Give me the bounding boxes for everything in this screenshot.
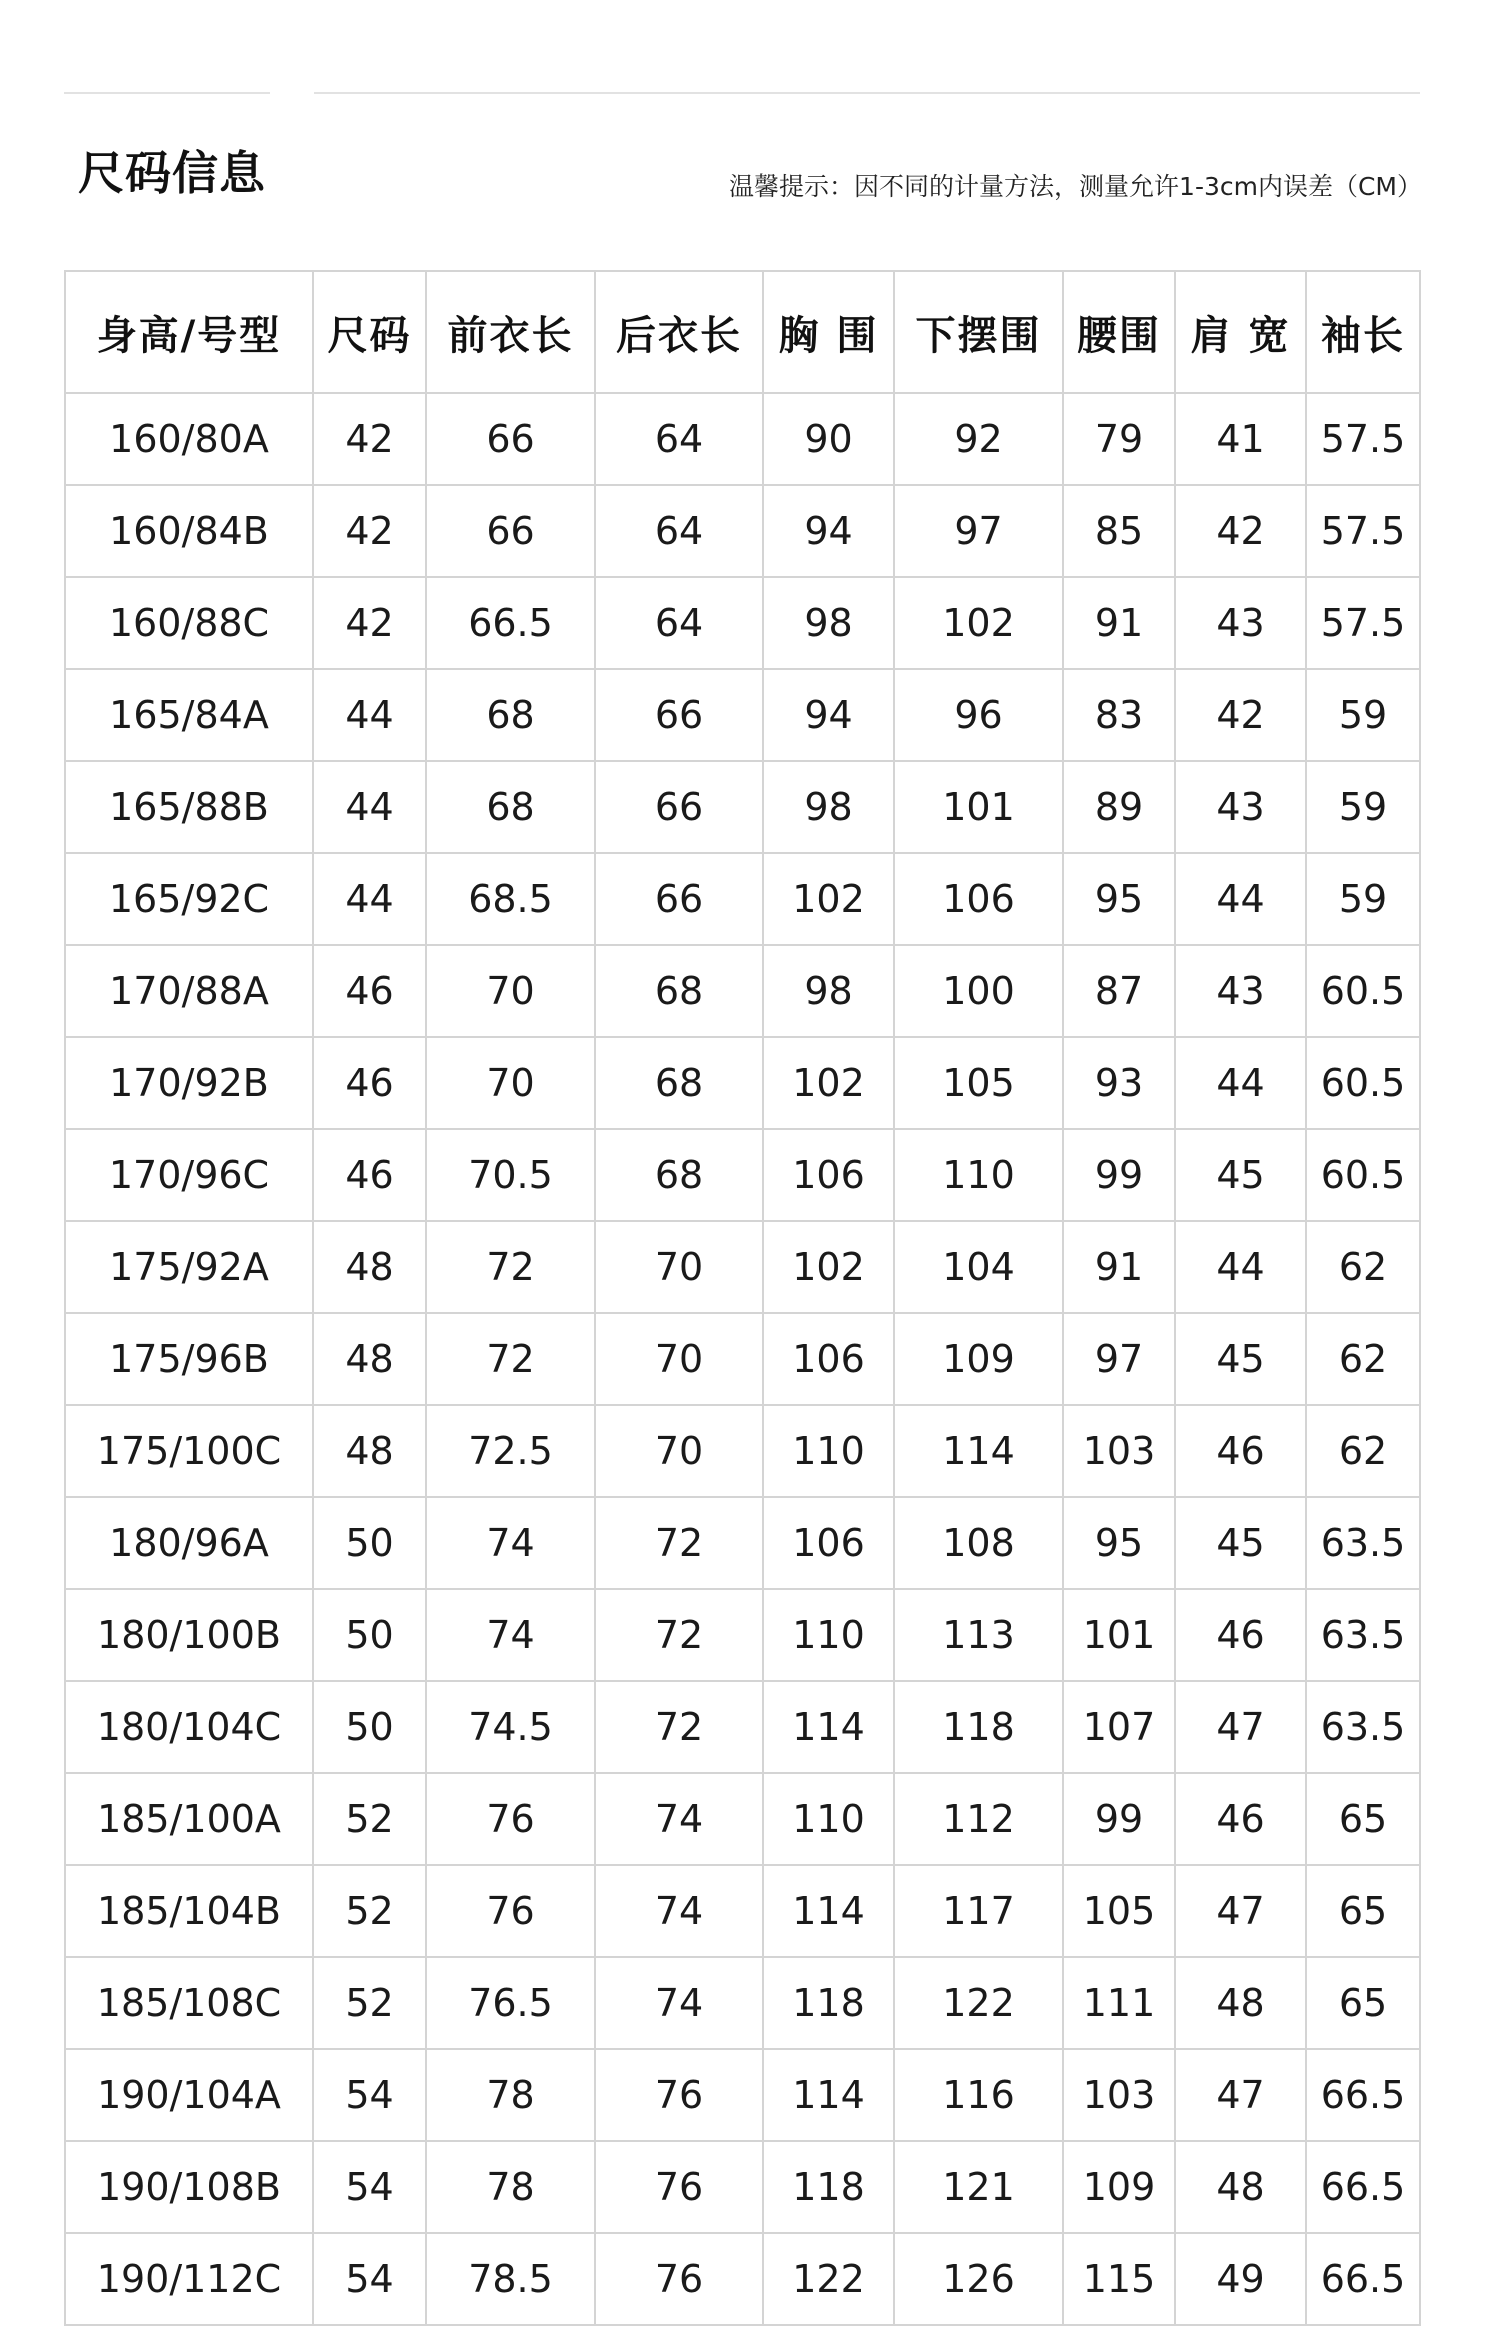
table-cell-chest: 110	[763, 1589, 894, 1681]
table-cell-shoulder: 43	[1175, 945, 1306, 1037]
table-cell-chest: 102	[763, 1221, 894, 1313]
table-cell-hem: 110	[894, 1129, 1063, 1221]
table-row	[65, 2233, 1420, 2325]
table-cell-height-type: 185/100A	[65, 1773, 313, 1865]
column-header-chest: 胸 围	[763, 271, 894, 393]
table-cell-sleeve: 60.5	[1306, 1037, 1420, 1129]
table-cell-height-type: 180/100B	[65, 1589, 313, 1681]
table-cell-waist: 85	[1063, 485, 1175, 577]
table-cell-back-length: 72	[595, 1589, 763, 1681]
table-cell-sleeve: 63.5	[1306, 1681, 1420, 1773]
table-cell-sleeve: 65	[1306, 1957, 1420, 2049]
column-header-shoulder: 肩 宽	[1175, 271, 1306, 393]
table-cell-back-length: 74	[595, 1957, 763, 2049]
table-row	[65, 1037, 1420, 1129]
table-cell-hem: 117	[894, 1865, 1063, 1957]
table-cell-shoulder: 43	[1175, 761, 1306, 853]
table-cell-front-length: 74	[426, 1497, 595, 1589]
table-cell-height-type: 160/88C	[65, 577, 313, 669]
table-row	[65, 1957, 1420, 2049]
table-cell-back-length: 64	[595, 577, 763, 669]
table-cell-size: 42	[313, 393, 426, 485]
table-cell-shoulder: 45	[1175, 1313, 1306, 1405]
table-cell-chest: 102	[763, 853, 894, 945]
table-cell-height-type: 165/92C	[65, 853, 313, 945]
table-row	[65, 577, 1420, 669]
table-cell-hem: 108	[894, 1497, 1063, 1589]
table-cell-sleeve: 59	[1306, 853, 1420, 945]
table-cell-front-length: 70.5	[426, 1129, 595, 1221]
table-cell-back-length: 76	[595, 2141, 763, 2233]
table-cell-front-length: 70	[426, 1037, 595, 1129]
table-cell-waist: 91	[1063, 1221, 1175, 1313]
table-cell-height-type: 170/92B	[65, 1037, 313, 1129]
table-cell-front-length: 76.5	[426, 1957, 595, 2049]
table-cell-waist: 87	[1063, 945, 1175, 1037]
table-cell-chest: 122	[763, 2233, 894, 2325]
table-row	[65, 1681, 1420, 1773]
table-cell-sleeve: 57.5	[1306, 577, 1420, 669]
table-header-row	[65, 271, 1420, 393]
table-cell-height-type: 170/96C	[65, 1129, 313, 1221]
table-cell-front-length: 70	[426, 945, 595, 1037]
table-row	[65, 945, 1420, 1037]
table-row	[65, 1773, 1420, 1865]
table-cell-shoulder: 44	[1175, 853, 1306, 945]
column-header-back-length: 后衣长	[595, 271, 763, 393]
divider-right	[314, 92, 1420, 94]
table-cell-hem: 109	[894, 1313, 1063, 1405]
table-cell-front-length: 68	[426, 669, 595, 761]
table-cell-chest: 94	[763, 669, 894, 761]
table-cell-height-type: 165/88B	[65, 761, 313, 853]
table-cell-hem: 102	[894, 577, 1063, 669]
table-cell-size: 42	[313, 577, 426, 669]
table-cell-hem: 121	[894, 2141, 1063, 2233]
table-row	[65, 2141, 1420, 2233]
table-cell-back-length: 68	[595, 1129, 763, 1221]
table-cell-chest: 114	[763, 1681, 894, 1773]
measurement-tip: 温馨提示：因不同的计量方法，测量允许1-3cm内误差（CM）	[729, 172, 1422, 201]
table-cell-height-type: 175/96B	[65, 1313, 313, 1405]
table-cell-back-length: 76	[595, 2049, 763, 2141]
table-cell-sleeve: 60.5	[1306, 1129, 1420, 1221]
table-cell-front-length: 68	[426, 761, 595, 853]
table-cell-chest: 98	[763, 577, 894, 669]
table-cell-hem: 92	[894, 393, 1063, 485]
table-cell-chest: 118	[763, 2141, 894, 2233]
table-cell-chest: 90	[763, 393, 894, 485]
table-cell-height-type: 175/100C	[65, 1405, 313, 1497]
table-cell-waist: 95	[1063, 853, 1175, 945]
table-cell-front-length: 72.5	[426, 1405, 595, 1497]
table-cell-back-length: 76	[595, 2233, 763, 2325]
table-cell-size: 46	[313, 1037, 426, 1129]
table-cell-sleeve: 66.5	[1306, 2233, 1420, 2325]
table-row	[65, 2049, 1420, 2141]
column-header-waist: 腰围	[1063, 271, 1175, 393]
table-cell-hem: 122	[894, 1957, 1063, 2049]
table-cell-chest: 94	[763, 485, 894, 577]
table-cell-sleeve: 57.5	[1306, 393, 1420, 485]
table-cell-size: 42	[313, 485, 426, 577]
table-cell-sleeve: 62	[1306, 1405, 1420, 1497]
table-cell-front-length: 74	[426, 1589, 595, 1681]
table-cell-front-length: 72	[426, 1221, 595, 1313]
table-row	[65, 1221, 1420, 1313]
table-cell-sleeve: 66.5	[1306, 2049, 1420, 2141]
table-row	[65, 1129, 1420, 1221]
table-cell-shoulder: 42	[1175, 669, 1306, 761]
table-cell-size: 50	[313, 1589, 426, 1681]
table-cell-back-length: 66	[595, 761, 763, 853]
table-cell-front-length: 78.5	[426, 2233, 595, 2325]
table-cell-waist: 105	[1063, 1865, 1175, 1957]
table-cell-chest: 106	[763, 1129, 894, 1221]
table-cell-hem: 113	[894, 1589, 1063, 1681]
table-cell-shoulder: 46	[1175, 1589, 1306, 1681]
table-cell-shoulder: 43	[1175, 577, 1306, 669]
table-cell-waist: 89	[1063, 761, 1175, 853]
table-cell-back-length: 70	[595, 1405, 763, 1497]
table-cell-size: 50	[313, 1681, 426, 1773]
table-cell-waist: 103	[1063, 1405, 1175, 1497]
table-cell-hem: 96	[894, 669, 1063, 761]
column-header-sleeve: 袖长	[1306, 271, 1420, 393]
table-cell-front-length: 66	[426, 485, 595, 577]
table-cell-chest: 106	[763, 1497, 894, 1589]
table-cell-shoulder: 48	[1175, 2141, 1306, 2233]
table-cell-sleeve: 63.5	[1306, 1497, 1420, 1589]
table-cell-sleeve: 66.5	[1306, 2141, 1420, 2233]
table-cell-size: 44	[313, 853, 426, 945]
table-cell-hem: 112	[894, 1773, 1063, 1865]
table-cell-waist: 109	[1063, 2141, 1175, 2233]
table-cell-waist: 79	[1063, 393, 1175, 485]
table-cell-size: 52	[313, 1957, 426, 2049]
table-cell-hem: 105	[894, 1037, 1063, 1129]
column-header-hem: 下摆围	[894, 271, 1063, 393]
table-cell-hem: 126	[894, 2233, 1063, 2325]
table-cell-waist: 93	[1063, 1037, 1175, 1129]
table-cell-shoulder: 44	[1175, 1221, 1306, 1313]
table-cell-size: 52	[313, 1865, 426, 1957]
size-table	[64, 270, 1421, 2326]
table-cell-height-type: 190/112C	[65, 2233, 313, 2325]
table-cell-hem: 118	[894, 1681, 1063, 1773]
table-cell-waist: 83	[1063, 669, 1175, 761]
table-row	[65, 1313, 1420, 1405]
table-cell-back-length: 72	[595, 1681, 763, 1773]
table-cell-back-length: 72	[595, 1497, 763, 1589]
table-cell-shoulder: 46	[1175, 1773, 1306, 1865]
table-cell-sleeve: 60.5	[1306, 945, 1420, 1037]
table-cell-size: 54	[313, 2049, 426, 2141]
table-cell-hem: 114	[894, 1405, 1063, 1497]
table-cell-hem: 101	[894, 761, 1063, 853]
table-cell-size: 54	[313, 2141, 426, 2233]
table-cell-back-length: 74	[595, 1865, 763, 1957]
table-cell-back-length: 66	[595, 669, 763, 761]
table-cell-sleeve: 57.5	[1306, 485, 1420, 577]
table-cell-height-type: 160/80A	[65, 393, 313, 485]
divider-left	[64, 92, 270, 94]
table-row	[65, 393, 1420, 485]
table-cell-shoulder: 45	[1175, 1497, 1306, 1589]
table-cell-height-type: 190/104A	[65, 2049, 313, 2141]
table-cell-hem: 100	[894, 945, 1063, 1037]
table-cell-sleeve: 62	[1306, 1313, 1420, 1405]
table-row	[65, 1497, 1420, 1589]
table-cell-chest: 114	[763, 1865, 894, 1957]
table-cell-height-type: 190/108B	[65, 2141, 313, 2233]
table-cell-waist: 91	[1063, 577, 1175, 669]
table-row	[65, 761, 1420, 853]
table-cell-waist: 95	[1063, 1497, 1175, 1589]
table-cell-chest: 102	[763, 1037, 894, 1129]
table-cell-waist: 103	[1063, 2049, 1175, 2141]
table-row	[65, 1405, 1420, 1497]
table-cell-back-length: 66	[595, 853, 763, 945]
table-cell-shoulder: 47	[1175, 1865, 1306, 1957]
table-cell-waist: 97	[1063, 1313, 1175, 1405]
table-cell-height-type: 180/96A	[65, 1497, 313, 1589]
table-cell-size: 48	[313, 1313, 426, 1405]
table-cell-shoulder: 47	[1175, 2049, 1306, 2141]
table-cell-hem: 97	[894, 485, 1063, 577]
table-cell-back-length: 64	[595, 393, 763, 485]
table-cell-chest: 118	[763, 1957, 894, 2049]
table-cell-front-length: 76	[426, 1865, 595, 1957]
table-cell-shoulder: 42	[1175, 485, 1306, 577]
table-cell-chest: 106	[763, 1313, 894, 1405]
section-title: 尺码信息	[78, 146, 266, 200]
table-body	[65, 393, 1420, 2325]
table-cell-shoulder: 46	[1175, 1405, 1306, 1497]
table-cell-waist: 99	[1063, 1773, 1175, 1865]
table-row	[65, 669, 1420, 761]
table-cell-back-length: 68	[595, 1037, 763, 1129]
table-cell-waist: 99	[1063, 1129, 1175, 1221]
table-cell-chest: 98	[763, 945, 894, 1037]
table-cell-size: 46	[313, 1129, 426, 1221]
table-row	[65, 1865, 1420, 1957]
table-cell-sleeve: 65	[1306, 1865, 1420, 1957]
table-cell-size: 52	[313, 1773, 426, 1865]
table-cell-front-length: 66	[426, 393, 595, 485]
table-cell-shoulder: 45	[1175, 1129, 1306, 1221]
table-cell-sleeve: 59	[1306, 669, 1420, 761]
table-cell-height-type: 165/84A	[65, 669, 313, 761]
table-cell-back-length: 64	[595, 485, 763, 577]
table-cell-front-length: 78	[426, 2141, 595, 2233]
table-cell-sleeve: 62	[1306, 1221, 1420, 1313]
column-header-height-type: 身高/号型	[65, 271, 313, 393]
table-cell-sleeve: 65	[1306, 1773, 1420, 1865]
table-cell-back-length: 70	[595, 1313, 763, 1405]
table-cell-chest: 98	[763, 761, 894, 853]
table-cell-back-length: 70	[595, 1221, 763, 1313]
table-cell-hem: 104	[894, 1221, 1063, 1313]
table-cell-shoulder: 44	[1175, 1037, 1306, 1129]
table-cell-back-length: 68	[595, 945, 763, 1037]
table-cell-shoulder: 47	[1175, 1681, 1306, 1773]
table-cell-waist: 111	[1063, 1957, 1175, 2049]
table-cell-height-type: 175/92A	[65, 1221, 313, 1313]
table-cell-chest: 114	[763, 2049, 894, 2141]
table-cell-chest: 110	[763, 1405, 894, 1497]
table-cell-size: 44	[313, 761, 426, 853]
table-cell-chest: 110	[763, 1773, 894, 1865]
table-cell-sleeve: 63.5	[1306, 1589, 1420, 1681]
table-cell-height-type: 160/84B	[65, 485, 313, 577]
table-cell-size: 54	[313, 2233, 426, 2325]
table-cell-size: 48	[313, 1405, 426, 1497]
table-cell-height-type: 185/104B	[65, 1865, 313, 1957]
table-cell-front-length: 76	[426, 1773, 595, 1865]
table-cell-waist: 115	[1063, 2233, 1175, 2325]
table-row	[65, 1589, 1420, 1681]
table-cell-size: 46	[313, 945, 426, 1037]
table-row	[65, 853, 1420, 945]
table-cell-front-length: 66.5	[426, 577, 595, 669]
table-cell-front-length: 68.5	[426, 853, 595, 945]
table-cell-waist: 101	[1063, 1589, 1175, 1681]
table-cell-front-length: 74.5	[426, 1681, 595, 1773]
table-cell-height-type: 170/88A	[65, 945, 313, 1037]
table-cell-sleeve: 59	[1306, 761, 1420, 853]
table-cell-front-length: 78	[426, 2049, 595, 2141]
table-cell-hem: 116	[894, 2049, 1063, 2141]
table-cell-height-type: 180/104C	[65, 1681, 313, 1773]
column-header-size: 尺码	[313, 271, 426, 393]
table-cell-hem: 106	[894, 853, 1063, 945]
table-cell-shoulder: 48	[1175, 1957, 1306, 2049]
table-cell-front-length: 72	[426, 1313, 595, 1405]
column-header-front-length: 前衣长	[426, 271, 595, 393]
table-cell-size: 50	[313, 1497, 426, 1589]
table-cell-shoulder: 49	[1175, 2233, 1306, 2325]
table-cell-waist: 107	[1063, 1681, 1175, 1773]
table-cell-back-length: 74	[595, 1773, 763, 1865]
table-cell-size: 48	[313, 1221, 426, 1313]
table-cell-height-type: 185/108C	[65, 1957, 313, 2049]
table-row	[65, 485, 1420, 577]
table-cell-shoulder: 41	[1175, 393, 1306, 485]
table-cell-size: 44	[313, 669, 426, 761]
